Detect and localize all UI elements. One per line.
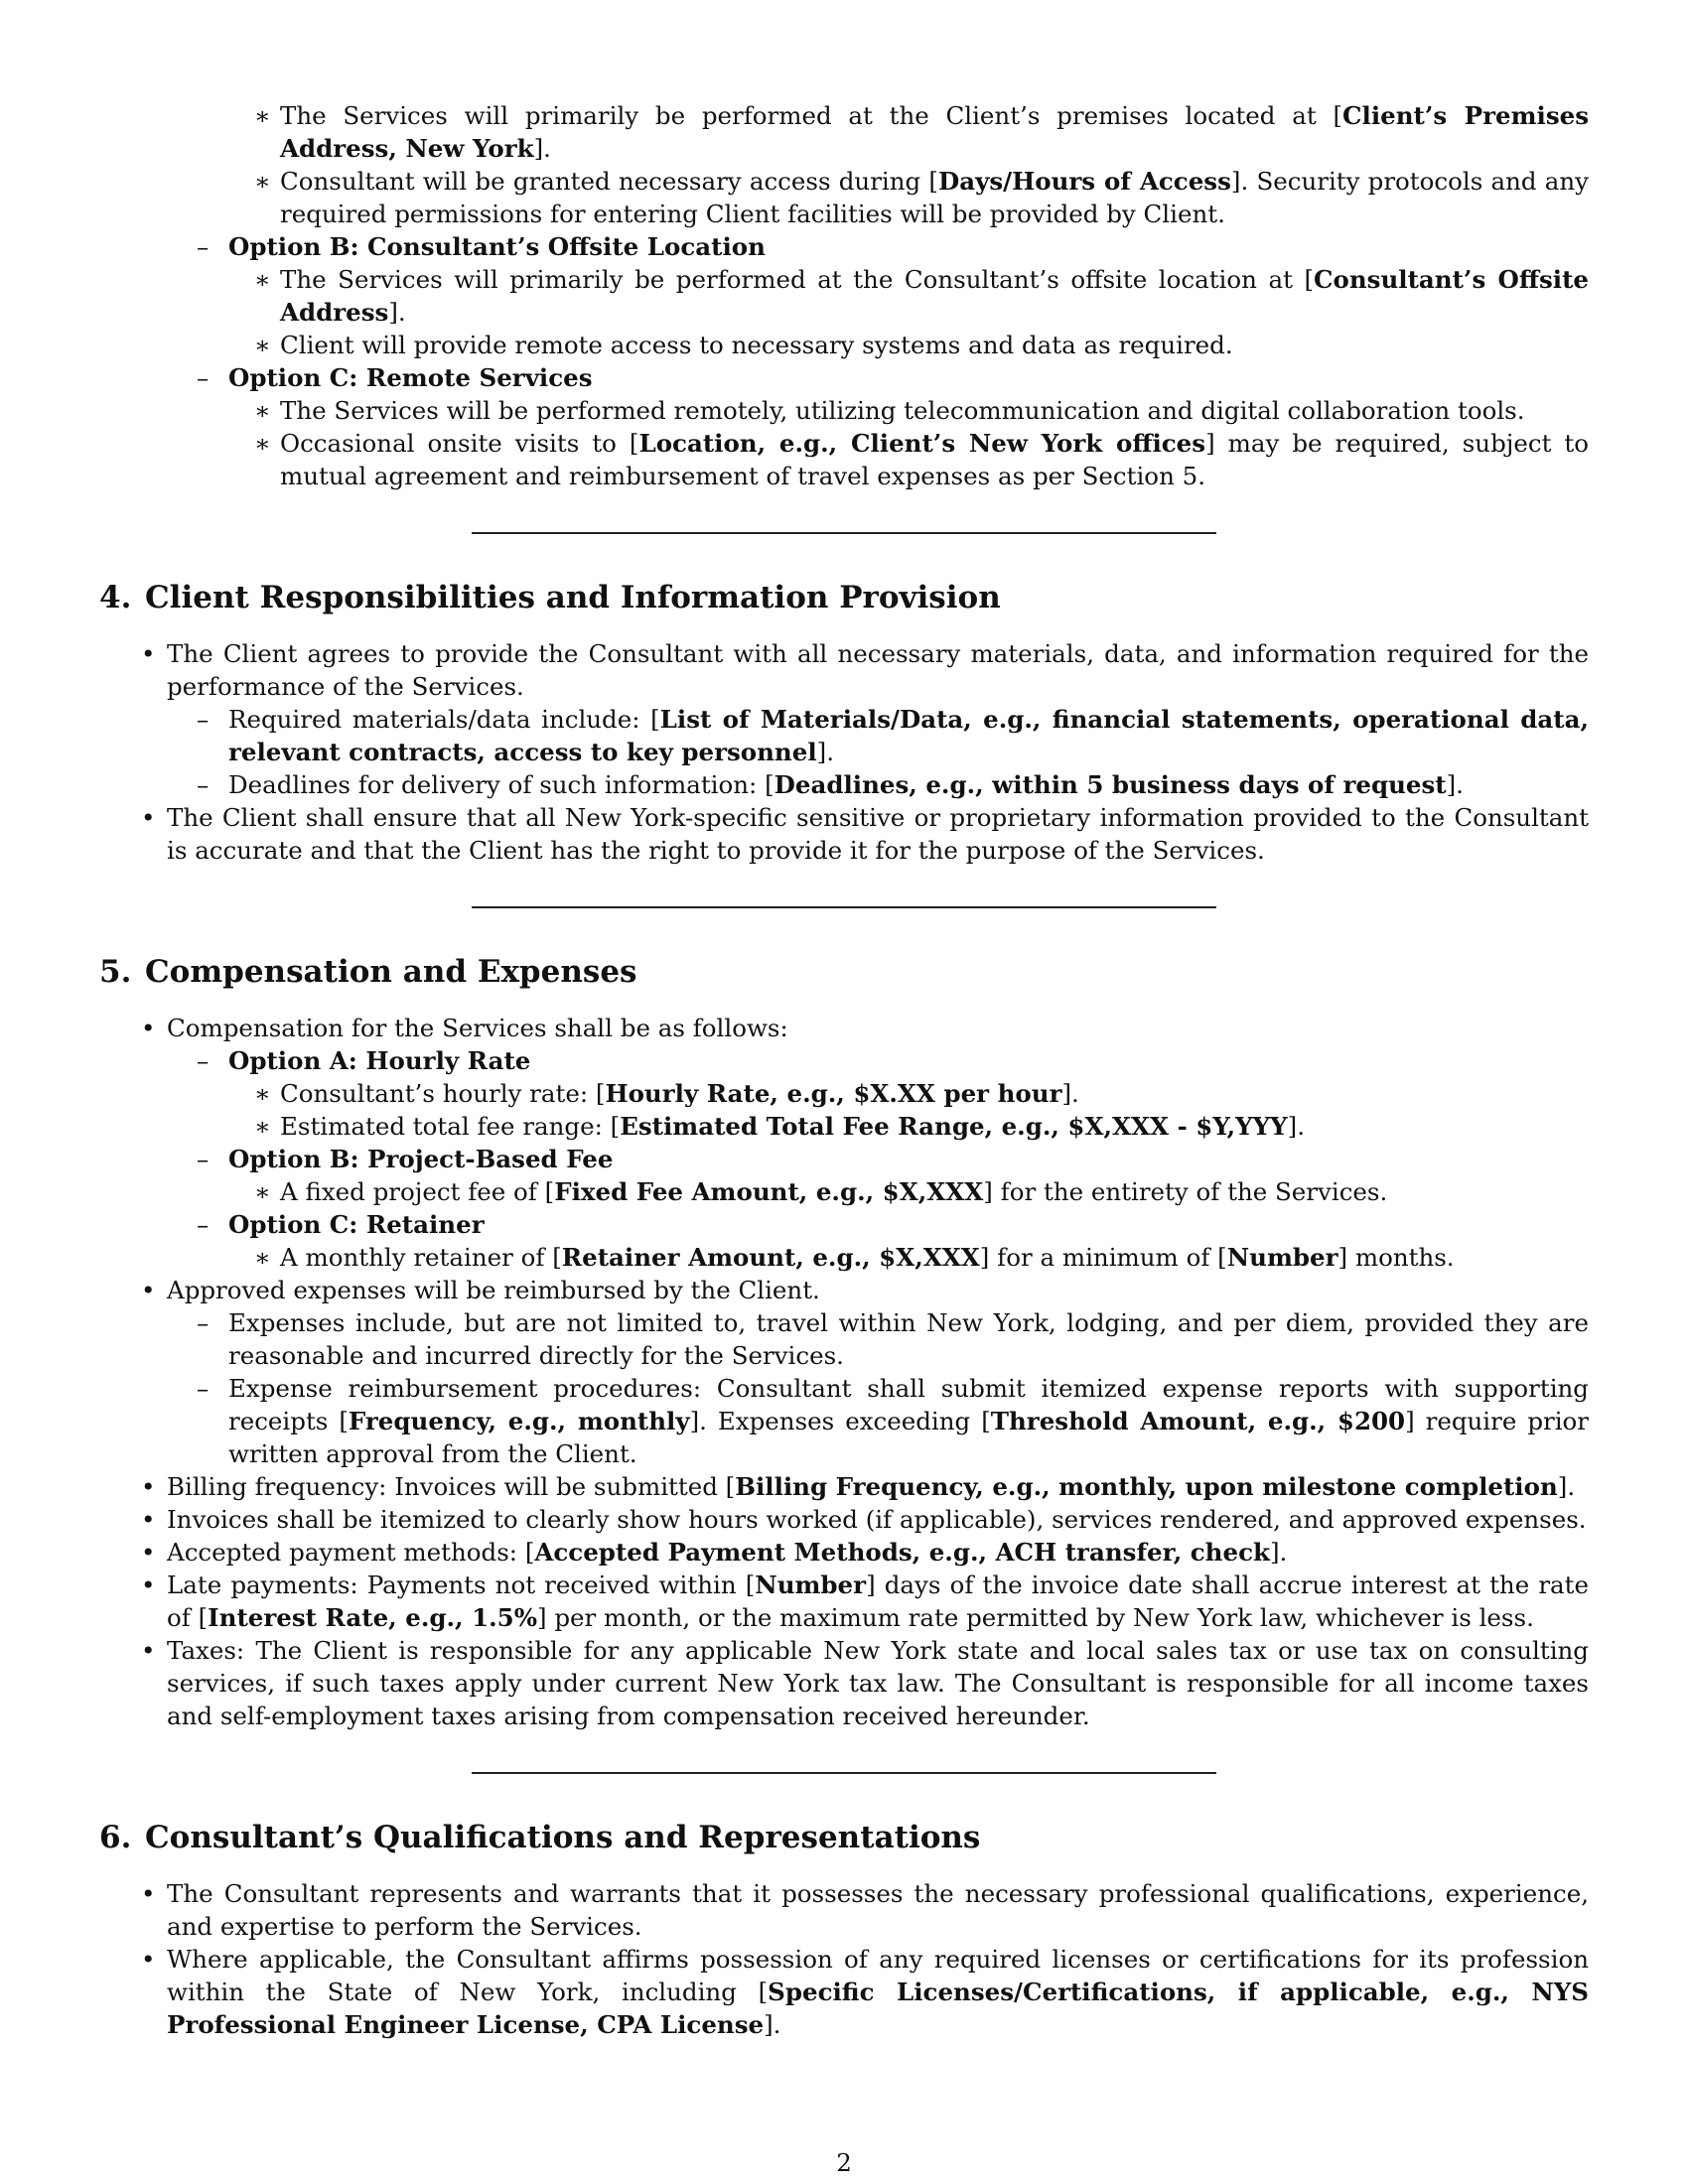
section-divider bbox=[472, 906, 1216, 908]
text: ] for the entirety of the Services. bbox=[983, 1177, 1388, 1206]
placeholder-field: List of Materials/Data, e.g., financial statements, operational data, relevant contracts, access to key personnel bbox=[228, 705, 1589, 766]
placeholder-field: Hourly Rate, e.g., $X.XX per hour bbox=[605, 1079, 1062, 1108]
bullet-marker: • bbox=[141, 1945, 156, 1974]
text: ]. bbox=[1287, 1112, 1306, 1141]
star-marker: ∗ bbox=[254, 1112, 271, 1141]
text: ]. bbox=[1269, 1538, 1288, 1567]
text: Compensation for the Services shall be as follows: bbox=[167, 1014, 788, 1042]
option-heading bbox=[99, 1208, 1589, 1241]
section-4-list bbox=[99, 637, 1589, 867]
option-label: Option B: Project-Based Fee bbox=[228, 1145, 614, 1173]
text: Approved expenses will be reimbursed by the Client. bbox=[167, 1276, 820, 1304]
text: Required materials/data include: [ bbox=[228, 705, 660, 734]
text: ] for a minimum of [ bbox=[979, 1243, 1227, 1272]
section-3-continued bbox=[99, 99, 1589, 492]
placeholder-field: Interest Rate, e.g., 1.5% bbox=[208, 1603, 537, 1632]
list-item bbox=[99, 1569, 1589, 1634]
page-number: 2 bbox=[836, 2148, 852, 2177]
text: Late payments: Payments not received within [ bbox=[167, 1570, 756, 1599]
placeholder-field: Billing Frequency, e.g., monthly, upon milestone completion bbox=[735, 1472, 1558, 1501]
star-marker: ∗ bbox=[254, 1079, 271, 1108]
section-5-list bbox=[99, 1012, 1589, 1732]
text: ]. Security protocols and any required permissions for entering Client facilities will be provided by Client. bbox=[280, 167, 1589, 228]
placeholder-field: Location, e.g., Client’s New York offices bbox=[638, 429, 1206, 458]
list-item bbox=[99, 703, 1589, 768]
text: Consultant’s hourly rate: [ bbox=[280, 1079, 606, 1108]
list-item bbox=[99, 1306, 1589, 1372]
list-item bbox=[99, 1470, 1589, 1503]
list-item bbox=[99, 394, 1589, 427]
star-marker: ∗ bbox=[254, 396, 271, 425]
placeholder-field: Specific Licenses/Certifications, if applicable, e.g., NYS Professional Engineer License, CPA License bbox=[167, 1978, 1589, 2039]
option-heading bbox=[99, 230, 1589, 263]
text: Where applicable, the Consultant affirms possession of any required licenses or certifications for its profession within the State of New York, including [ bbox=[167, 1945, 1589, 2006]
text: The Client shall ensure that all New York-specific sensitive or proprietary information provided to the Consultant is accurate and that the Client has the right to provide it for the purpose of the Services. bbox=[167, 803, 1589, 865]
text: ]. bbox=[388, 298, 406, 327]
list-item bbox=[99, 1503, 1589, 1536]
list-item bbox=[99, 1110, 1589, 1143]
list-item bbox=[99, 1634, 1589, 1732]
placeholder-field: Deadlines, e.g., within 5 business days of request bbox=[774, 770, 1447, 799]
list-item bbox=[99, 165, 1589, 230]
list-item bbox=[99, 768, 1589, 801]
bullet-marker: • bbox=[141, 803, 156, 832]
placeholder-field: Frequency, e.g., monthly bbox=[348, 1407, 690, 1435]
text: ] days of the invoice date shall accrue interest at the rate of [ bbox=[167, 1570, 1589, 1632]
list-item bbox=[99, 1943, 1589, 2041]
text: ] months. bbox=[1337, 1243, 1455, 1272]
placeholder-field: Number bbox=[755, 1570, 867, 1599]
text: The Client agrees to provide the Consultant with all necessary materials, data, and information required for the performance of the Services. bbox=[167, 639, 1589, 701]
option-label: Option B: Consultant’s Offsite Location bbox=[228, 232, 766, 261]
placeholder-field: Days/Hours of Access bbox=[937, 167, 1231, 196]
placeholder-field: Fixed Fee Amount, e.g., $X,XXX bbox=[554, 1177, 984, 1206]
section-5-heading bbox=[99, 952, 1589, 992]
text: ] per month, or the maximum rate permitted by New York law, whichever is less. bbox=[537, 1603, 1534, 1632]
section-title: Consultant’s Qualifications and Representations bbox=[145, 1820, 981, 1855]
list-item bbox=[99, 263, 1589, 329]
section-title: Compensation and Expenses bbox=[145, 954, 637, 990]
placeholder-field: Consultant’s Offsite Address bbox=[280, 265, 1589, 327]
star-marker: ∗ bbox=[254, 429, 271, 458]
bullet-marker: • bbox=[141, 1538, 156, 1567]
dash-marker: – bbox=[197, 232, 210, 261]
section-divider bbox=[472, 1772, 1216, 1774]
list-item bbox=[99, 1012, 1589, 1044]
placeholder-field: Client’s Premises Address, New York bbox=[280, 101, 1589, 163]
section-number: 5. bbox=[99, 954, 132, 990]
text: ]. bbox=[764, 2010, 781, 2039]
text: Expenses include, but are not limited to, travel within New York, lodging, and per diem, provided they are reasonable and incurred directly for the Services. bbox=[228, 1308, 1589, 1370]
text: Deadlines for delivery of such information: [ bbox=[228, 770, 774, 799]
dash-marker: – bbox=[197, 1046, 210, 1075]
text: Client will provide remote access to necessary systems and data as required. bbox=[280, 331, 1233, 359]
list-item bbox=[99, 637, 1589, 703]
list-item bbox=[99, 427, 1589, 492]
list-item bbox=[99, 99, 1589, 165]
section-6-heading bbox=[99, 1818, 1589, 1857]
text: The Services will primarily be performed at the Consultant’s offsite location at [ bbox=[280, 265, 1315, 294]
list-item bbox=[99, 1175, 1589, 1208]
text: The Services will primarily be performed at the Client’s premises located at [ bbox=[280, 101, 1343, 130]
text: Billing frequency: Invoices will be submitted [ bbox=[167, 1472, 736, 1501]
text: Consultant will be granted necessary access during [ bbox=[280, 167, 938, 196]
bullet-marker: • bbox=[141, 1570, 156, 1599]
star-marker: ∗ bbox=[254, 101, 271, 130]
text: Expense reimbursement procedures: Consultant shall submit itemized expense reports with supporting receipts [ bbox=[228, 1374, 1589, 1435]
dash-marker: – bbox=[197, 363, 210, 392]
placeholder-field: Threshold Amount, e.g., $200 bbox=[990, 1407, 1406, 1435]
text: ]. bbox=[533, 134, 551, 163]
text: Invoices shall be itemized to clearly show hours worked (if applicable), services rendered, and approved expenses. bbox=[167, 1505, 1587, 1534]
section-number: 6. bbox=[99, 1820, 132, 1855]
star-marker: ∗ bbox=[254, 167, 271, 196]
bullet-marker: • bbox=[141, 1636, 156, 1665]
dash-marker: – bbox=[197, 1308, 210, 1337]
bullet-marker: • bbox=[141, 1276, 156, 1304]
star-marker: ∗ bbox=[254, 1243, 271, 1272]
placeholder-field: Estimated Total Fee Range, e.g., $X,XXX - $Y,YYY bbox=[620, 1112, 1288, 1141]
star-marker: ∗ bbox=[254, 331, 271, 359]
dash-marker: – bbox=[197, 1374, 210, 1403]
text: ]. bbox=[816, 738, 834, 766]
text: ] require prior written approval from the Client. bbox=[228, 1407, 1590, 1468]
bullet-marker: • bbox=[141, 1014, 156, 1042]
text: ]. Expenses exceeding [ bbox=[689, 1407, 991, 1435]
text: The Consultant represents and warrants that it possesses the necessary professional qualifications, experience, and expertise to perform the Services. bbox=[167, 1879, 1589, 1941]
option-heading bbox=[99, 1044, 1589, 1077]
option-heading bbox=[99, 1143, 1589, 1175]
dash-marker: – bbox=[197, 705, 210, 734]
section-title: Client Responsibilities and Information Provision bbox=[145, 580, 1001, 615]
section-divider bbox=[472, 532, 1216, 534]
placeholder-field: Number bbox=[1226, 1243, 1338, 1272]
bullet-marker: • bbox=[141, 1472, 156, 1501]
option-label: Option C: Remote Services bbox=[228, 363, 593, 392]
text: A monthly retainer of [ bbox=[280, 1243, 562, 1272]
section-number: 4. bbox=[99, 580, 132, 615]
list-item bbox=[99, 329, 1589, 361]
text: Taxes: The Client is responsible for any applicable New York state and local sales tax or use tax on consulting services, if such taxes apply under current New York tax law. The Consultant is responsible for all income taxes and self-employment taxes arising from compensation received hereunder. bbox=[167, 1636, 1589, 1730]
section-6-list bbox=[99, 1877, 1589, 2041]
dash-marker: – bbox=[197, 1210, 210, 1239]
dash-marker: – bbox=[197, 770, 210, 799]
bullet-marker: • bbox=[141, 1879, 156, 1908]
list-item bbox=[99, 1372, 1589, 1470]
dash-marker: – bbox=[197, 1145, 210, 1173]
list-item bbox=[99, 801, 1589, 867]
list-item bbox=[99, 1241, 1589, 1274]
placeholder-field: Accepted Payment Methods, e.g., ACH transfer, check bbox=[534, 1538, 1270, 1567]
option-label: Option C: Retainer bbox=[228, 1210, 485, 1239]
bullet-marker: • bbox=[141, 1505, 156, 1534]
text: ]. bbox=[1061, 1079, 1079, 1108]
text: Occasional onsite visits to [ bbox=[280, 429, 639, 458]
star-marker: ∗ bbox=[254, 265, 271, 294]
text: ]. bbox=[1446, 770, 1464, 799]
option-heading bbox=[99, 361, 1589, 394]
text: Estimated total fee range: [ bbox=[280, 1112, 621, 1141]
document-page bbox=[99, 99, 1589, 2041]
list-item bbox=[99, 1536, 1589, 1569]
section-4-heading bbox=[99, 578, 1589, 617]
bullet-marker: • bbox=[141, 639, 156, 668]
option-label: Option A: Hourly Rate bbox=[228, 1046, 531, 1075]
text: ] may be required, subject to mutual agreement and reimbursement of travel expenses as per Section 5. bbox=[280, 429, 1590, 490]
placeholder-field: Retainer Amount, e.g., $X,XXX bbox=[561, 1243, 980, 1272]
list-item bbox=[99, 1274, 1589, 1306]
text: A fixed project fee of [ bbox=[280, 1177, 555, 1206]
text: The Services will be performed remotely, utilizing telecommunication and digital collaboration tools. bbox=[280, 396, 1525, 425]
text: Accepted payment methods: [ bbox=[167, 1538, 535, 1567]
list-item bbox=[99, 1877, 1589, 1943]
star-marker: ∗ bbox=[254, 1177, 271, 1206]
text: ]. bbox=[1557, 1472, 1576, 1501]
list-item bbox=[99, 1077, 1589, 1110]
